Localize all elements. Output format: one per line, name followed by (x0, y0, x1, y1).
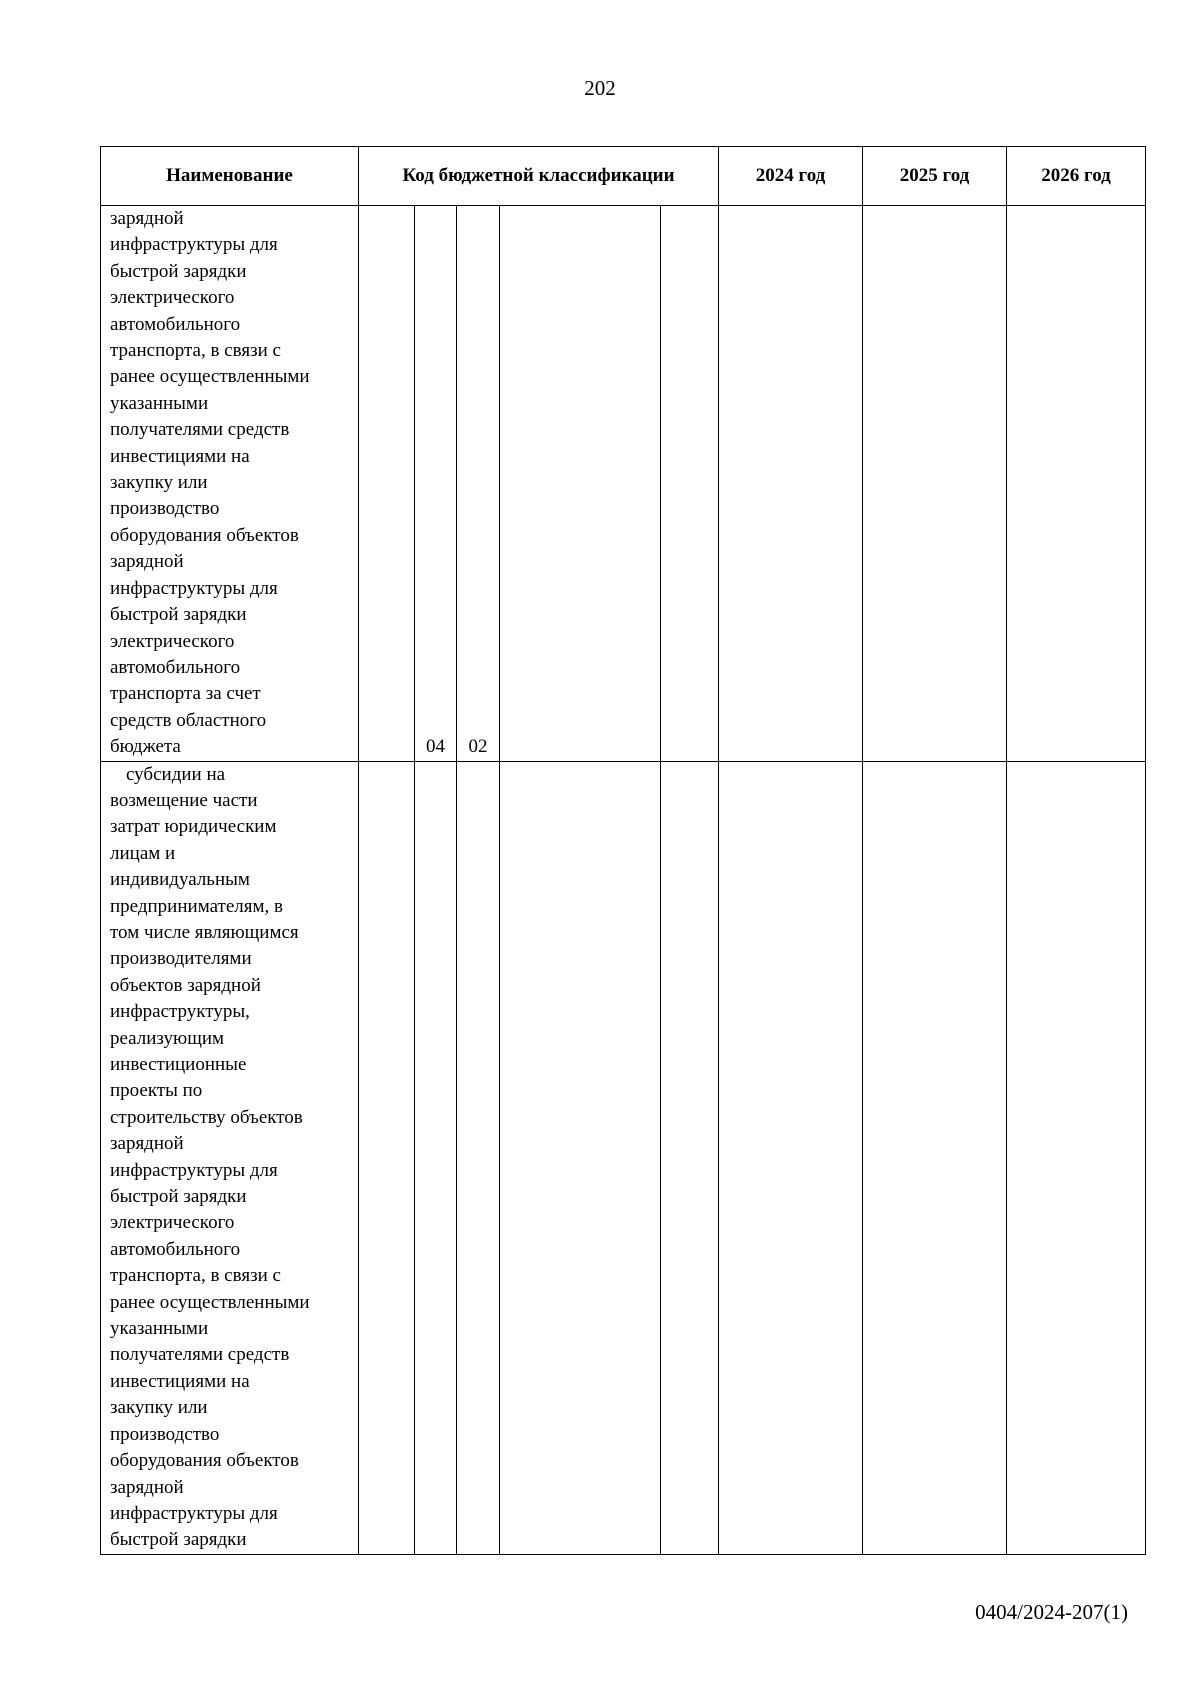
row-name-text (110, 762, 356, 1554)
page-number: 202 (584, 76, 616, 100)
code-expense-type (661, 761, 719, 1554)
header-2026: 2026 год (1007, 147, 1146, 206)
code-target (500, 206, 661, 762)
name-line: закупку или (110, 1397, 208, 1419)
name-line: оборудования объектов (110, 1450, 299, 1472)
header-name: Наименование (101, 147, 359, 206)
name-line: транспорта, в связи с (110, 340, 281, 362)
name-line: быстрой зарядки (110, 604, 247, 626)
value-2025 (863, 206, 1007, 762)
name-line: бюджета (110, 736, 181, 758)
header-code: Код бюджетной классификации (359, 147, 719, 206)
document-code: 0404/2024-207(1) (975, 1600, 1128, 1624)
name-line: инфраструктуры для (110, 234, 278, 256)
name-line: индивидуальным (110, 869, 250, 891)
name-line: инфраструктуры, (110, 1001, 250, 1023)
header-row (101, 147, 1146, 206)
name-line: получателями средств (110, 419, 290, 441)
name-line: реализующим (110, 1027, 225, 1049)
name-line: производство (110, 1423, 220, 1445)
row-name (101, 206, 359, 762)
name-line: субсидии на (126, 763, 226, 785)
name-line: быстрой зарядки (110, 260, 247, 282)
name-line: инвестициями на (110, 445, 250, 467)
header-2025: 2025 год (863, 147, 1007, 206)
value-2025 (863, 761, 1007, 1554)
header-2024: 2024 год (719, 147, 863, 206)
name-line: закупку или (110, 472, 208, 494)
code-ministry (359, 761, 415, 1554)
name-line: зарядной (110, 208, 184, 229)
name-line: зарядной (110, 551, 184, 573)
value-2026 (1007, 761, 1146, 1554)
table-row (101, 206, 1146, 762)
name-line: электрического (110, 630, 235, 652)
name-line: электрического (110, 287, 235, 309)
name-line: инфраструктуры для (110, 1159, 278, 1181)
name-line: быстрой зарядки (110, 1186, 247, 1208)
name-line: возмещение части (110, 789, 258, 811)
name-line: инвестиционные (110, 1054, 247, 1075)
name-line: средств областного (110, 709, 267, 731)
name-line: строительству объектов (110, 1106, 303, 1128)
name-line: производителями (110, 948, 252, 970)
name-line: ранее осуществленными (110, 366, 310, 388)
code-expense-type (661, 206, 719, 762)
code-target (500, 761, 661, 1554)
name-line: автомобильного (110, 313, 241, 335)
name-line: том числе являющимся (110, 921, 299, 943)
name-line: проекты по (110, 1080, 203, 1102)
name-line: транспорта за счет (110, 683, 261, 705)
name-line: транспорта, в связи с (110, 1265, 281, 1287)
name-line: объектов зарядной (110, 974, 261, 996)
name-line: предпринимателям, в (110, 895, 283, 917)
code-section (415, 761, 457, 1554)
name-line: производство (110, 498, 220, 520)
code-section: 04 (415, 206, 457, 762)
name-line: инвестициями на (110, 1370, 250, 1392)
value-2026 (1007, 206, 1146, 762)
name-line: оборудования объектов (110, 524, 299, 546)
code-ministry (359, 206, 415, 762)
name-line: указанными (110, 392, 209, 414)
name-line: затрат юридическим (110, 816, 277, 838)
row-name (101, 761, 359, 1554)
budget-table (100, 146, 1146, 1555)
name-line: ранее осуществленными (110, 1291, 310, 1313)
table-row (101, 761, 1146, 1554)
name-line: инфраструктуры для (110, 577, 278, 599)
value-2024 (719, 206, 863, 762)
name-line: указанными (110, 1318, 209, 1340)
code-subsection (457, 761, 500, 1554)
name-line: автомобильного (110, 656, 241, 678)
name-line: инфраструктуры для (110, 1502, 278, 1524)
name-line: автомобильного (110, 1238, 241, 1260)
value-2024 (719, 761, 863, 1554)
name-line: электрического (110, 1212, 235, 1234)
code-subsection: 02 (457, 206, 500, 762)
name-line: зарядной (110, 1476, 184, 1498)
name-line: получателями средств (110, 1344, 290, 1366)
name-line: зарядной (110, 1133, 184, 1155)
name-line: быстрой зарядки (110, 1529, 247, 1551)
name-line: лицам и (110, 842, 176, 864)
row-name-text (110, 206, 356, 761)
